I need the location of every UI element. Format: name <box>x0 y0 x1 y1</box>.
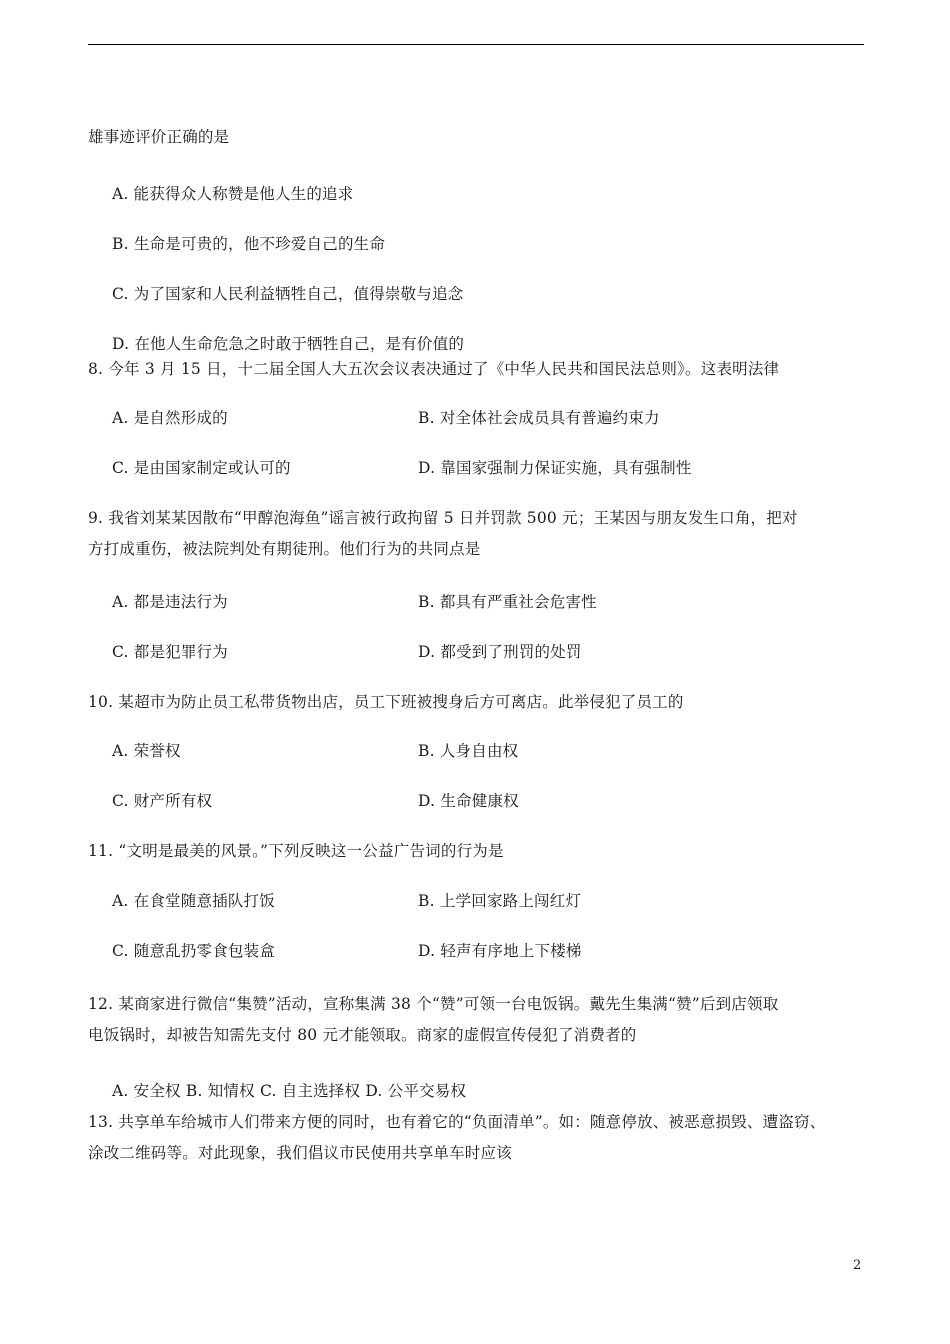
q7-option-a: A. 能获得众人称赞是他人生的追求 <box>112 185 354 203</box>
q11-option-d: D. 轻声有序地上下楼梯 <box>418 942 582 960</box>
q13-stem-line2: 涂改二维码等。对此现象，我们倡议市民使用共享单车时应该 <box>88 1144 512 1162</box>
q10-option-a: A. 荣誉权 <box>112 742 181 760</box>
q11-option-b: B. 上学回家路上闯红灯 <box>418 892 582 910</box>
q11-stem: 11. “文明是最美的风景。”下列反映这一公益广告词的行为是 <box>88 842 504 860</box>
q8-stem: 8. 今年 3 月 15 日，十二届全国人大五次会议表决通过了《中华人民共和国民法总则》。这表明法律 <box>88 360 780 378</box>
q8-option-a: A. 是自然形成的 <box>112 409 228 427</box>
header-rule <box>88 44 864 45</box>
q9-option-d: D. 都受到了刑罚的处罚 <box>418 643 582 661</box>
q10-option-b: B. 人身自由权 <box>418 742 519 760</box>
q10-option-d: D. 生命健康权 <box>418 792 519 810</box>
q10-stem: 10. 某超市为防止员工私带货物出店，员工下班被搜身后方可离店。此举侵犯了员工的 <box>88 693 684 711</box>
q9-stem-line1: 9. 我省刘某某因散布“甲醇泡海鱼”谣言被行政拘留 5 日并罚款 500 元；王某因与朋友发生口角，把对 <box>88 509 798 527</box>
q11-option-c: C. 随意乱扔零食包装盒 <box>112 942 276 960</box>
q13-stem-line1: 13. 共享单车给城市人们带来方便的同时，也有着它的“负面清单”。如：随意停放、被恶意损毁、遭盗窃、 <box>88 1113 826 1131</box>
q12-options: A. 安全权 B. 知情权 C. 自主选择权 D. 公平交易权 <box>112 1082 467 1100</box>
q12-stem-line2: 电饭锅时，却被告知需先支付 80 元才能领取。商家的虚假宣传侵犯了消费者的 <box>88 1026 637 1044</box>
q9-option-a: A. 都是违法行为 <box>112 593 228 611</box>
q8-option-b: B. 对全体社会成员具有普遍约束力 <box>418 409 660 427</box>
q7-stem-tail: 雄事迹评价正确的是 <box>88 128 230 146</box>
q8-option-d: D. 靠国家强制力保证实施，具有强制性 <box>418 459 692 477</box>
q9-option-b: B. 都具有严重社会危害性 <box>418 593 597 611</box>
q8-option-c: C. 是由国家制定或认可的 <box>112 459 291 477</box>
q12-stem-line1: 12. 某商家进行微信“集赞”活动，宣称集满 38 个“赞”可领一台电饭锅。戴先生集满“赞”后到店领取 <box>88 995 779 1013</box>
q7-option-c: C. 为了国家和人民利益牺牲自己，值得崇敬与追念 <box>112 285 464 303</box>
q11-option-a: A. 在食堂随意插队打饭 <box>112 892 275 910</box>
q7-option-d: D. 在他人生命危急之时敢于牺牲自己，是有价值的 <box>112 335 465 353</box>
page-number: 2 <box>853 1258 862 1273</box>
q10-option-c: C. 财产所有权 <box>112 792 213 810</box>
q7-option-b: B. 生命是可贵的，他不珍爱自己的生命 <box>112 235 386 253</box>
q9-stem-line2: 方打成重伤，被法院判处有期徒刑。他们行为的共同点是 <box>88 540 481 558</box>
q9-option-c: C. 都是犯罪行为 <box>112 643 228 661</box>
